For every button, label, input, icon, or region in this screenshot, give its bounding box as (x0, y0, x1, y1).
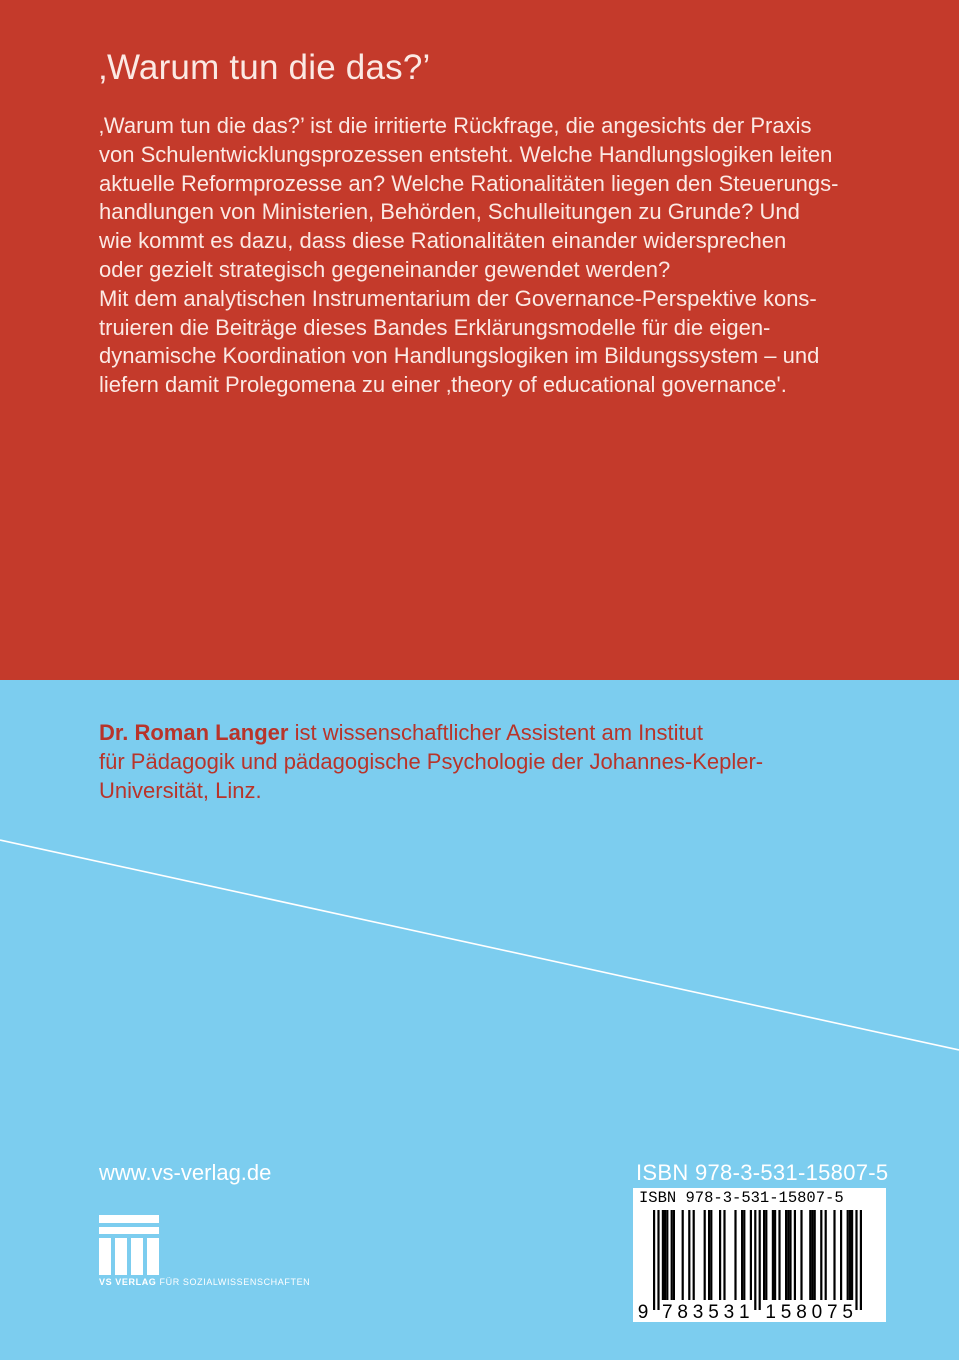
blurb-line: truieren die Beiträge dieses Bandes Erklärungsmodelle für die eigen- (99, 314, 771, 340)
barcode-digit: 5 (780, 1302, 792, 1322)
publisher-tagline (99, 1277, 310, 1287)
isbn-label: ISBN 978-3-531-15807-5 (636, 1160, 889, 1185)
blurb-line: wie kommt es dazu, dass diese Rationalitäten einander widersprechen (99, 228, 787, 254)
blurb-line: oder gezielt strategisch gegeneinander gewendet werden? (99, 256, 671, 282)
barcode-digit: 1 (765, 1302, 776, 1322)
blurb-line: Mit dem analytischen Instrumentarium der Governance-Perspektive kons- (99, 285, 817, 311)
barcode-digit: 8 (677, 1302, 688, 1322)
barcode-digit: 8 (796, 1302, 807, 1322)
author-bio (99, 718, 859, 805)
barcode-digit: 5 (708, 1302, 719, 1322)
author-bio-line: für Pädagogik und pädagogische Psychologie der Johannes-Kepler- (99, 749, 764, 774)
author-name: Dr. Roman Langer (99, 720, 289, 745)
barcode-digit: 1 (739, 1302, 750, 1322)
blurb-line: liefern damit Prolegomena zu einer ‚theory of educational governance'. (99, 372, 787, 398)
blurb-line: handlungen von Ministerien, Behörden, Schulleitungen zu Grunde? Und (99, 199, 800, 225)
publisher-url: www.vs-verlag.de (99, 1160, 272, 1185)
author-bio-text: ist wissenschaftlicher Assistent am Institut (288, 720, 703, 745)
barcode-digits (633, 1188, 886, 1322)
barcode-digit: 5 (842, 1302, 853, 1322)
barcode-isbn-text: ISBN 978-3-531-15807-5 (639, 1189, 844, 1207)
barcode-digit: 3 (723, 1302, 735, 1322)
author-bio-line: Universität, Linz. (99, 778, 262, 803)
barcode-digit: 7 (827, 1302, 838, 1322)
blurb-line: aktuelle Reformprozesse an? Welche Rationalitäten liegen den Steuerungs- (99, 170, 839, 196)
publisher-tagline-rest: FÜR SOZIALWISSENSCHAFTEN (156, 1277, 311, 1287)
publisher-tagline-bold: VS VERLAG (99, 1277, 157, 1287)
barcode-digit: 7 (662, 1302, 673, 1322)
blurb-line: dynamische Koordination von Handlungslogiken im Bildungssystem – und (99, 343, 820, 369)
blurb-line: von Schulentwicklungsprozessen entsteht. Welche Handlungslogiken leiten (99, 141, 833, 167)
author-bio-line (99, 718, 859, 747)
blurb-line: ‚Warum tun die das?’ ist die irritierte Rückfrage, die angesichts der Praxis (99, 113, 812, 138)
back-cover-title: ‚Warum tun die das?’ (99, 48, 431, 87)
blurb-text (99, 112, 879, 400)
barcode-digit: 9 (637, 1302, 649, 1322)
barcode-panel (633, 1188, 886, 1322)
barcode-digit: 3 (692, 1302, 704, 1322)
barcode-digit: 0 (811, 1302, 823, 1322)
decorative-diagonal-line (0, 838, 959, 1053)
